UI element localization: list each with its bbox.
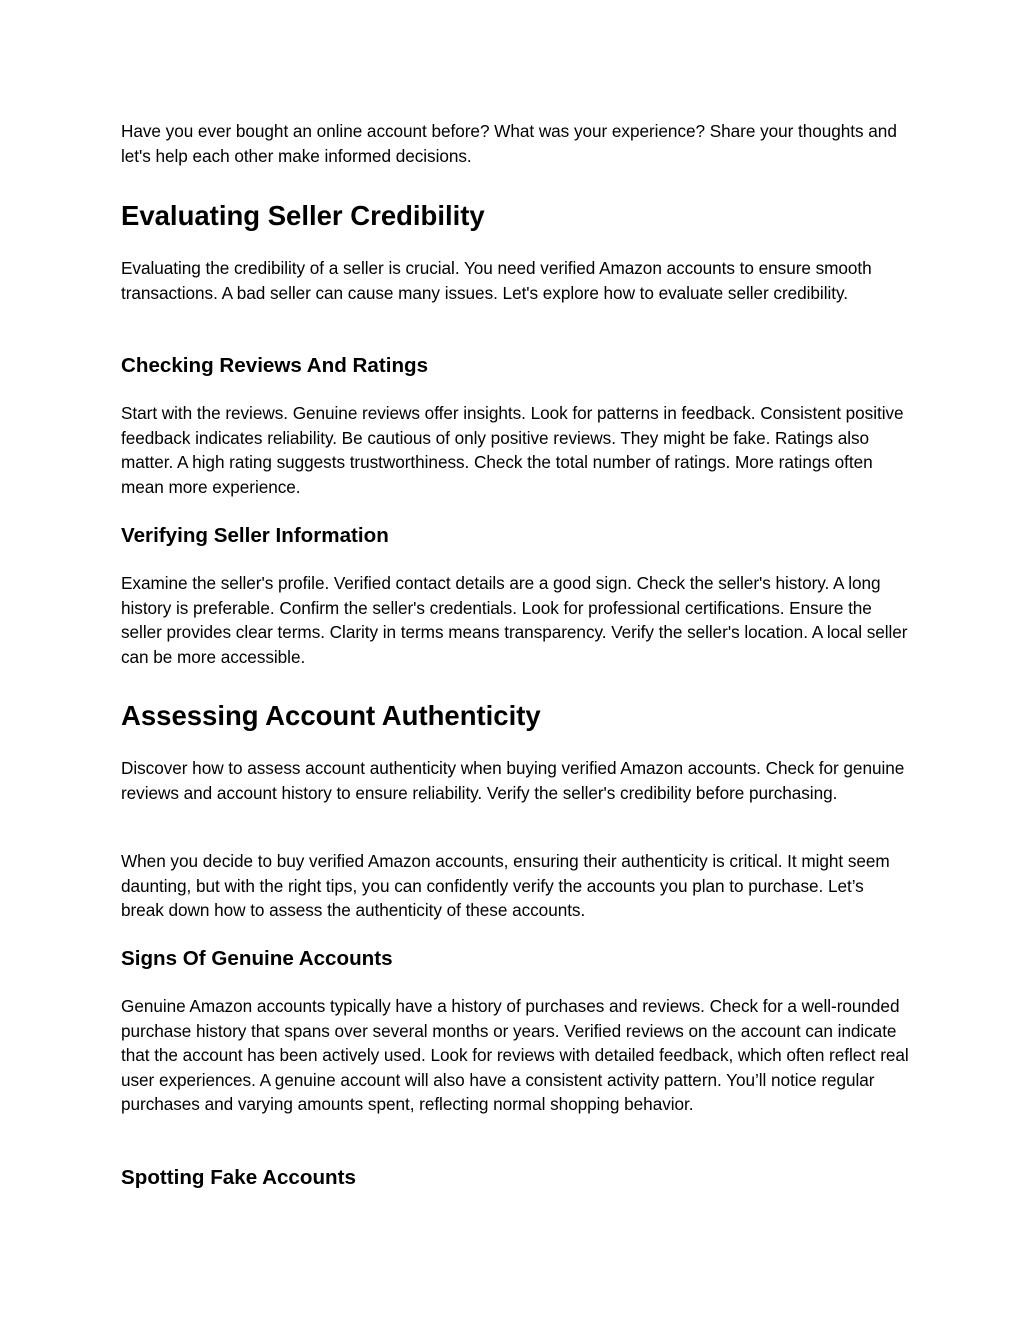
paragraph-checking-reviews: Start with the reviews. Genuine reviews offer insights. Look for patterns in feedback. Consistent positive feedback indicates reliability. Be cautious of only positive reviews. They might be fake. Ratings also matter. A high rating suggests trustworthiness. Check the total number of ratings. More ratings often mean more experience.: [121, 403, 904, 497]
paragraph-verifying-seller: Examine the seller's profile. Verified contact details are a good sign. Check the seller's history. A long history is preferable. Confirm the seller's credentials. Look for professional certifications. Ensure the seller provides clear terms. Clarity in terms means transparency. Verify the seller's location. A local seller can be more accessible.: [121, 573, 908, 667]
subheading-checking-reviews: Checking Reviews And Ratings: [121, 354, 429, 377]
section-heading-assessing-authenticity: Assessing Account Authenticity: [121, 700, 541, 731]
subheading-signs-genuine-accounts: Signs Of Genuine Accounts: [121, 947, 393, 970]
subheading-verifying-seller: Verifying Seller Information: [121, 524, 389, 547]
paragraph-assessing-authenticity-1: Discover how to assess account authenticity when buying verified Amazon accounts. Check for genuine reviews and account history to ensure reliability. Verify the seller's credibility before purchasing.: [121, 758, 905, 803]
paragraph-assessing-authenticity-2: When you decide to buy verified Amazon accounts, ensuring their authenticity is critical. It might seem daunting, but with the right tips, you can confidently verify the accounts you plan to purchase. Let’s break down how to assess the authenticity of these accounts.: [121, 851, 890, 920]
paragraph-signs-genuine-accounts: Genuine Amazon accounts typically have a history of purchases and reviews. Check for a well-rounded purchase history that spans over several months or years. Verified reviews on the account can indicate that the account has been actively used. Look for reviews with detailed feedback, which often reflect real user experiences. A genuine account will also have a consistent activity pattern. You’ll notice regular purchases and varying amounts spent, reflecting normal shopping behavior.: [121, 996, 909, 1114]
section-heading-evaluating-seller-credibility: Evaluating Seller Credibility: [121, 200, 485, 231]
subheading-spotting-fake-accounts: Spotting Fake Accounts: [121, 1166, 356, 1189]
intro-paragraph: Have you ever bought an online account before? What was your experience? Share your thoughts and let's help each other make informed decisions.: [121, 121, 897, 166]
section-paragraph-seller-credibility: Evaluating the credibility of a seller is crucial. You need verified Amazon accounts to ensure smooth transactions. A bad seller can cause many issues. Let's explore how to evaluate seller credibility.: [121, 258, 872, 303]
